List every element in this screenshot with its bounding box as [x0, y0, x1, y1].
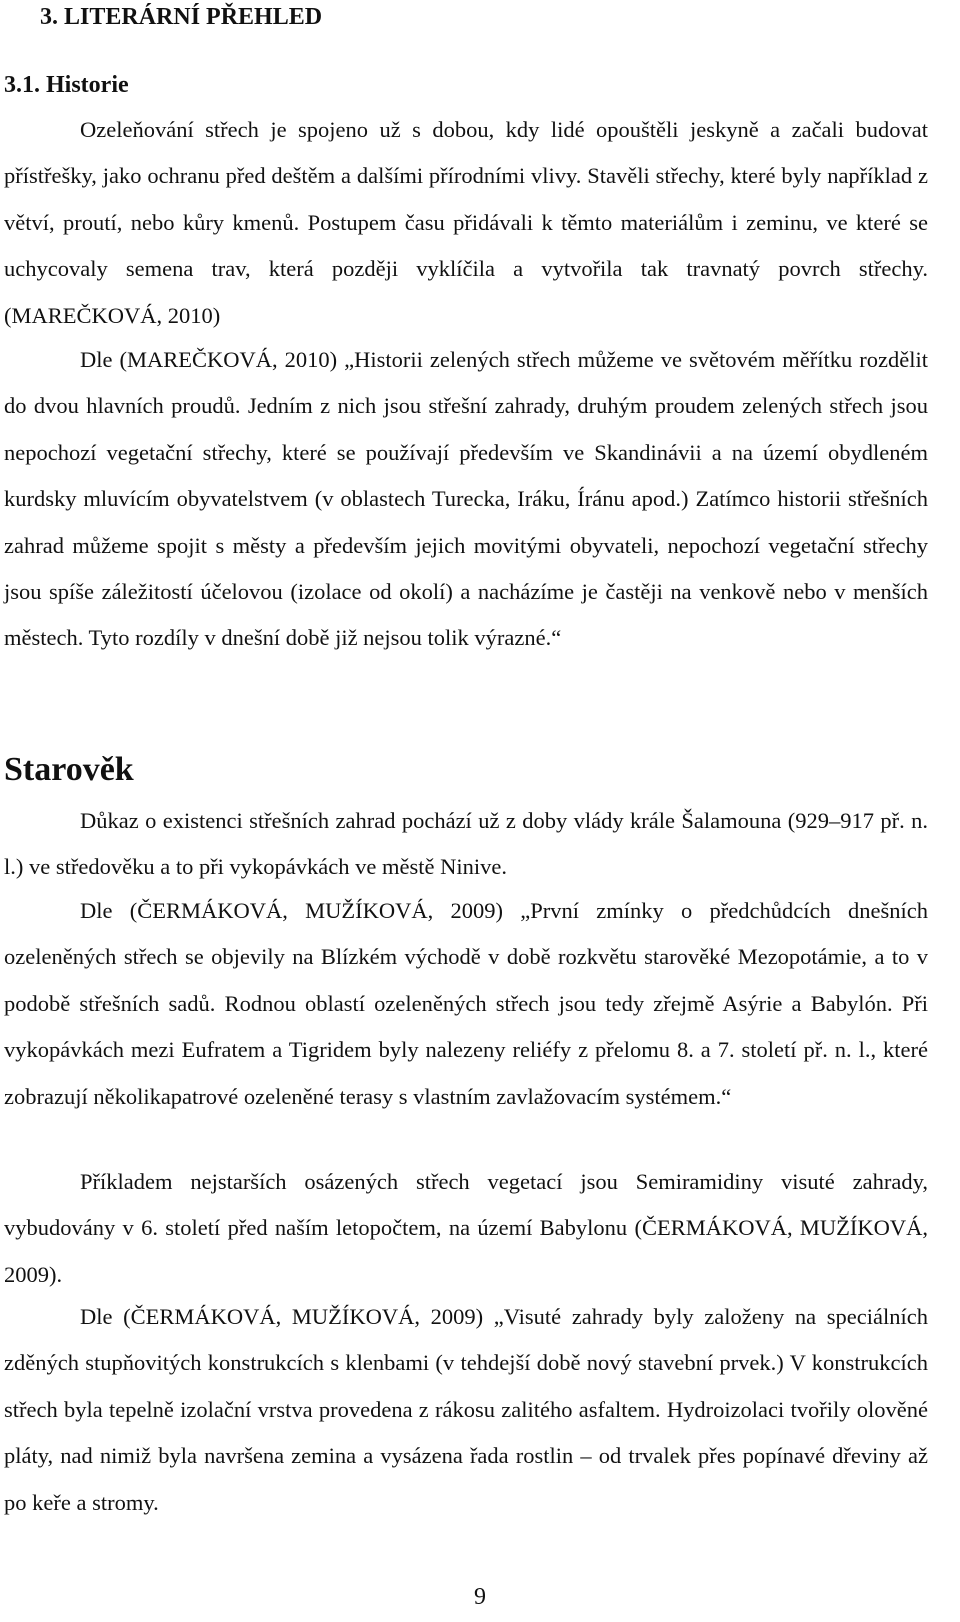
paragraph-semiramis: Příkladem nejstarších osázených střech vegetací jsou Semiramidiny visuté zahrady, vybudovány v 6. století před naším letopočtem, na území Babylonu (ČERMÁKOVÁ, MUŽÍKOVÁ, 2009).	[4, 1169, 928, 1287]
paragraph-hanging-gardens: Dle (ČERMÁKOVÁ, MUŽÍKOVÁ, 2009) „Visuté zahrady byly založeny na speciálních zděných stupňovitých konstrukcích s klenbami (v tehdejší době nový stavební prvek.) V konstrukcích střech byla tepelně izolační vrstva provedena z rákosu zalitého asfaltem. Hydroizolaci tvořily olověné pláty, nad nimiž byla navršena zemina a vysázena řada rostlin – od trvalek přes popínavé dřeviny až po keře a stromy.	[4, 1304, 928, 1515]
page-number: 9	[474, 1584, 486, 1610]
chapter-heading: 3. LITERÁRNÍ PŘEHLED	[40, 4, 323, 30]
subheading-antiquity: Starověk	[4, 751, 134, 788]
paragraph-mesopotamia: Dle (ČERMÁKOVÁ, MUŽÍKOVÁ, 2009) „První zmínky o předchůdcích dnešních ozeleněných střech se objevily na Blízkém východě v době rozkvětu starověké Mezopotámie, a to v podobě střešních sadů. Rodnou oblastí ozeleněných střech jsou tedy zřejmě Asýrie a Babylón. Při vykopávkách mezi Eufratem a Tigridem byly nalezeny reliéfy z přelomu 8. a 7. století př. n. l., které zobrazují několikapatrové ozeleněné terasy s vlastním zavlažovacím systémem.“	[4, 898, 928, 1109]
paragraph-solomon: Důkaz o existenci střešních zahrad pochází už z doby vlády krále Šalamouna (929–917 př. n. l.) ve středověku a to při vykopávkách ve městě Ninive.	[4, 808, 928, 880]
paragraph-history-streams: Dle (MAREČKOVÁ, 2010) „Historii zelených střech můžeme ve světovém měřítku rozdělit do dvou hlavních proudů. Jedním z nich jsou střešní zahrady, druhým proudem zelených střech jsou nepochozí vegetační střechy, které se používají především ve Skandinávii a na území obydleném kurdsky mluvícím obyvatelstvem (v oblastech Turecka, Iráku, Íránu apod.) Zatímco historii střešních zahrad můžeme spojit s městy a především jejich movitými obyvateli, nepochozí vegetační střechy jsou spíše záležitostí účelovou (izolace od okolí) a nacházíme je častěji na venkově nebo v menších městech. Tyto rozdíly v dnešní době již nejsou tolik výrazné.“	[4, 347, 928, 651]
section-heading: 3.1. Historie	[4, 72, 129, 98]
paragraph-intro: Ozeleňování střech je spojeno už s dobou, kdy lidé opouštěli jeskyně a začali budovat přístřešky, jako ochranu před deštěm a dalšími přírodními vlivy. Stavěli střechy, které byly například z větví, proutí, nebo kůry kmenů. Postupem času přidávali k těmto materiálům i zeminu, ve které se uchycovaly semena trav, která později vyklíčila a vytvořila tak travnatý povrch střechy.(MAREČKOVÁ, 2010)	[4, 117, 928, 328]
